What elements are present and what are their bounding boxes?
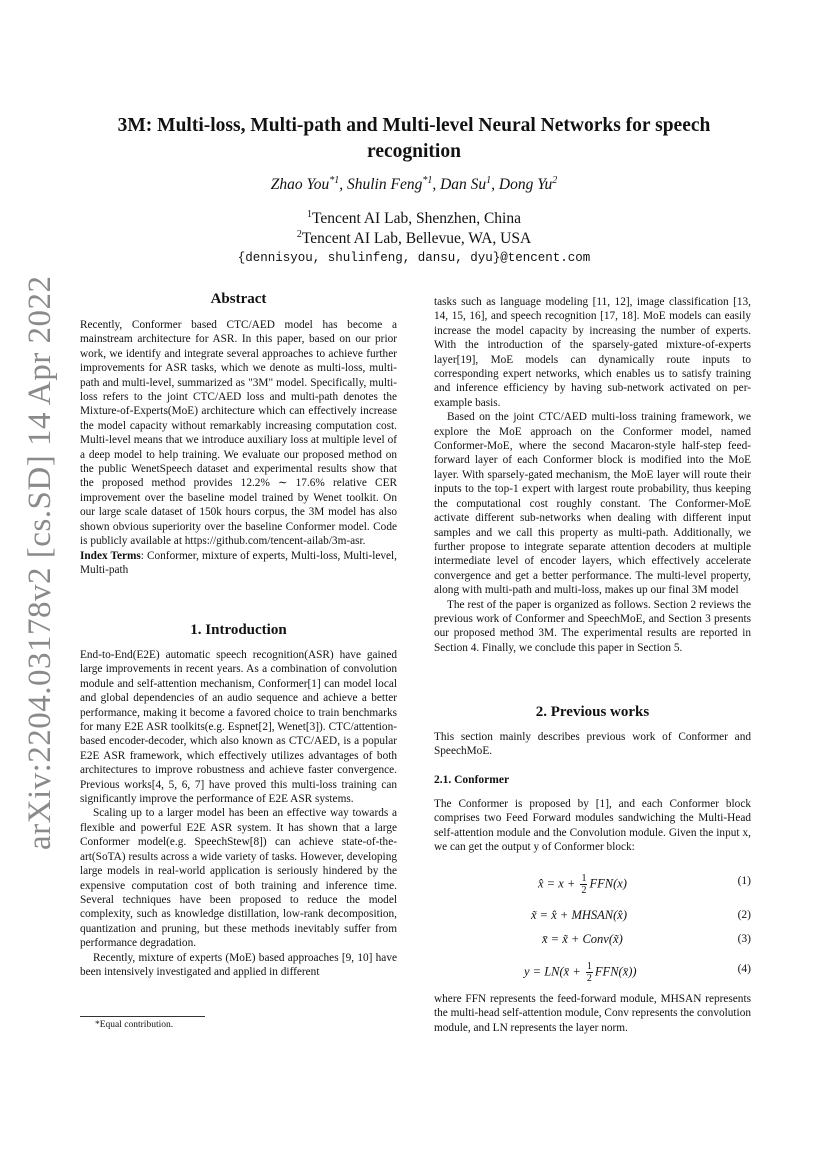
introduction-heading: 1. Introduction	[190, 622, 287, 638]
paper-title: 3M: Multi-loss, Multi-path and Multi-level Neural Networks for speech recognition	[117, 115, 711, 162]
intro-paragraph-2: Scaling up to a larger model has been an effective way towards a flexible and powerful E2E ASR system. It has shown that a large Conformer model(e.g. SpeechStew[8]) can achieve state-of-the-art(SoTA) results across a wide variety of tasks. However, developing large models in real-world application is seriously hindered by the expensive computation cost of both training and inference time. Several techniques have been proposed to reduce the model complexity, such as knowledge distillation, low-rank decomposition, quantization and pruning, but these methods inevitably suffer from performance degradation.	[80, 807, 397, 950]
right-paragraph-2: Based on the joint CTC/AED multi-loss training framework, we explore the MoE approach on the Conformer model, named Conformer-MoE, where the second Macaron-style half-step feed-forward layer of each Conformer block is modified into the MoE layer. With sparsely-gated mechanism, the MoE layer will route their inputs to the top-1 expert with largest route probability, thus keeping the computational cost roughly constant. The Conformer-MoE activate different sub-networks when dealing with different input samples and we call this property as multi-path. Additionally, we further propose to integrate separate attention decoders at multiple intermediate level of encoder layers, which effectively accelerate convergence and get a better performance. The multi-level property, along with multi-path and multi-loss, makes up our final 3M model	[434, 411, 751, 597]
equation-4-number: (4)	[737, 963, 751, 975]
previous-works-text: This section mainly describes previous work of Conformer and SpeechMoE.	[434, 731, 751, 758]
abstract-heading: Abstract	[210, 291, 267, 307]
right-paragraph-1: tasks such as language modeling [11, 12], image classification [13, 14, 15, 16], and speech recognition [17, 18]. MoE models can easily increase the model capacity by increasing the number of experts. With the introduction of the sparsely-gated mixture-of-experts layer[19], MoE models can dynamically route inputs to corresponding expert networks, which enables us to satisfy training and inference efficiency by having sub-network activated on per-example basis.	[434, 296, 751, 409]
right-column-body	[434, 295, 751, 655]
author-list: Zhao You$^{*1}$, Shulin Feng$^{*1}$, Dan Su$^1$, Dong Yu$^2$	[270, 174, 558, 193]
introduction-body	[80, 648, 397, 979]
equation-2: x̃ = x̂ + MHSAN(x̂) (2)	[531, 908, 751, 922]
equation-3-number: (3)	[737, 933, 751, 945]
affiliation-2: $^2$Tencent AI Lab, Bellevue, WA, USA	[296, 228, 532, 247]
right-paragraph-3: The rest of the paper is organized as follows. Section 2 reviews the previous work of Conformer and SpeechMoE, and Section 3 presents our proposed method 3M. The experimental results are reported in Section 4. Finally, we conclude this paper in Section 5.	[434, 598, 751, 654]
index-terms	[80, 549, 397, 578]
abstract-body	[80, 318, 397, 577]
equation-3: x̄ = x̃ + Conv(x̃) (3)	[542, 932, 751, 946]
previous-works-intro	[434, 730, 751, 759]
equation-explanation	[434, 992, 751, 1035]
affiliation-1: $^1$Tencent AI Lab, Shenzhen, China	[307, 208, 521, 227]
conformer-body	[434, 797, 751, 855]
index-terms-text: : Conformer, mixture of experts, Multi-loss, Multi-level, Multi-path	[80, 549, 397, 576]
conformer-text: The Conformer is proposed by [1], and each Conformer block comprises two Feed Forward modules sandwiching the Multi-Head self-attention module and the Convolution module. Given the input x, we can get the output y of Conformer block:	[434, 798, 751, 854]
intro-paragraph-1: End-to-End(E2E) automatic speech recognition(ASR) have gained large improvements in recent years. As a combination of convolution module and self-attention mechanism, Conformer[1] can model local and global dependencies of an audio sequence and achieve a better performance, making it become a favored choice to train benchmarks for many E2E ASR toolkits(e.g. Espnet[2], Wenet[3]). CTC/attention-based encoder-decoder, which also known as CTC/AED, is a popular E2E ASR framework, which effectively utilizes advantages of both architectures to improve robustness and achieve faster convergence. Previous works[4, 5, 6, 7] have proved this multi-loss training can significantly improve the performance of E2E ASR systems.	[80, 649, 397, 806]
footnote: *Equal contribution.	[95, 1020, 174, 1030]
intro-paragraph-3: Recently, mixture of experts (MoE) based approaches [9, 10] have been intensively investigated and applied in different	[80, 951, 397, 978]
footnote-rule	[80, 1016, 205, 1017]
equation-2-number: (2)	[737, 909, 751, 921]
conformer-subheading: 2.1. Conformer	[434, 774, 510, 786]
equation-1: x̂ = x + $\frac{1}{2}$ FFN(x) (1)	[538, 873, 751, 896]
equation-explanation-text: where FFN represents the feed-forward module, MHSAN represents the multi-head self-attention module, Conv represents the convolution module, and LN represents the layer norm.	[434, 993, 751, 1034]
previous-works-heading: 2. Previous works	[535, 704, 650, 720]
equation-4: y = LN(x̄ + $\frac{1}{2}$ FFN(x̄)) (4)	[524, 961, 751, 984]
equation-1-number: (1)	[737, 875, 751, 887]
arxiv-identifier: arXiv:2204.03178v2 [cs.SD] 14 Apr 2022	[22, 275, 58, 850]
author-emails: {dennisyou, shulinfeng, dansu, dyu}@tencent.com	[237, 251, 591, 265]
index-terms-label: Index Terms	[80, 549, 141, 562]
abstract-text: Recently, Conformer based CTC/AED model has become a mainstream architecture for ASR. In this paper, based on our prior work, we identify and integrate several approaches to achieve further improvements for ASR tasks, which we denote as multi-loss, multi-path and multi-level, summarized as "3M" model. Specifically, multi-loss refers to the joint CTC/AED loss and multi-path denotes the Mixture-of-Experts(MoE) architecture which can effectively increase the model capacity without remarkably increasing computation cost. Multi-level means that we introduce auxiliary loss at multiple level of a deep model to help training. We evaluate our proposed method on the public WenetSpeech dataset and experimental results show that the proposed method provides 12.2% ∼ 17.6% relative CER improvement over the baseline model trained by Wenet toolkit. On our large scale dataset of 150k hours corpus, the 3M model has also shown obvious superiority over the baseline Conformer model. Code is publicly available at https://github.com/tencent-ailab/3m-asr.	[80, 319, 397, 548]
